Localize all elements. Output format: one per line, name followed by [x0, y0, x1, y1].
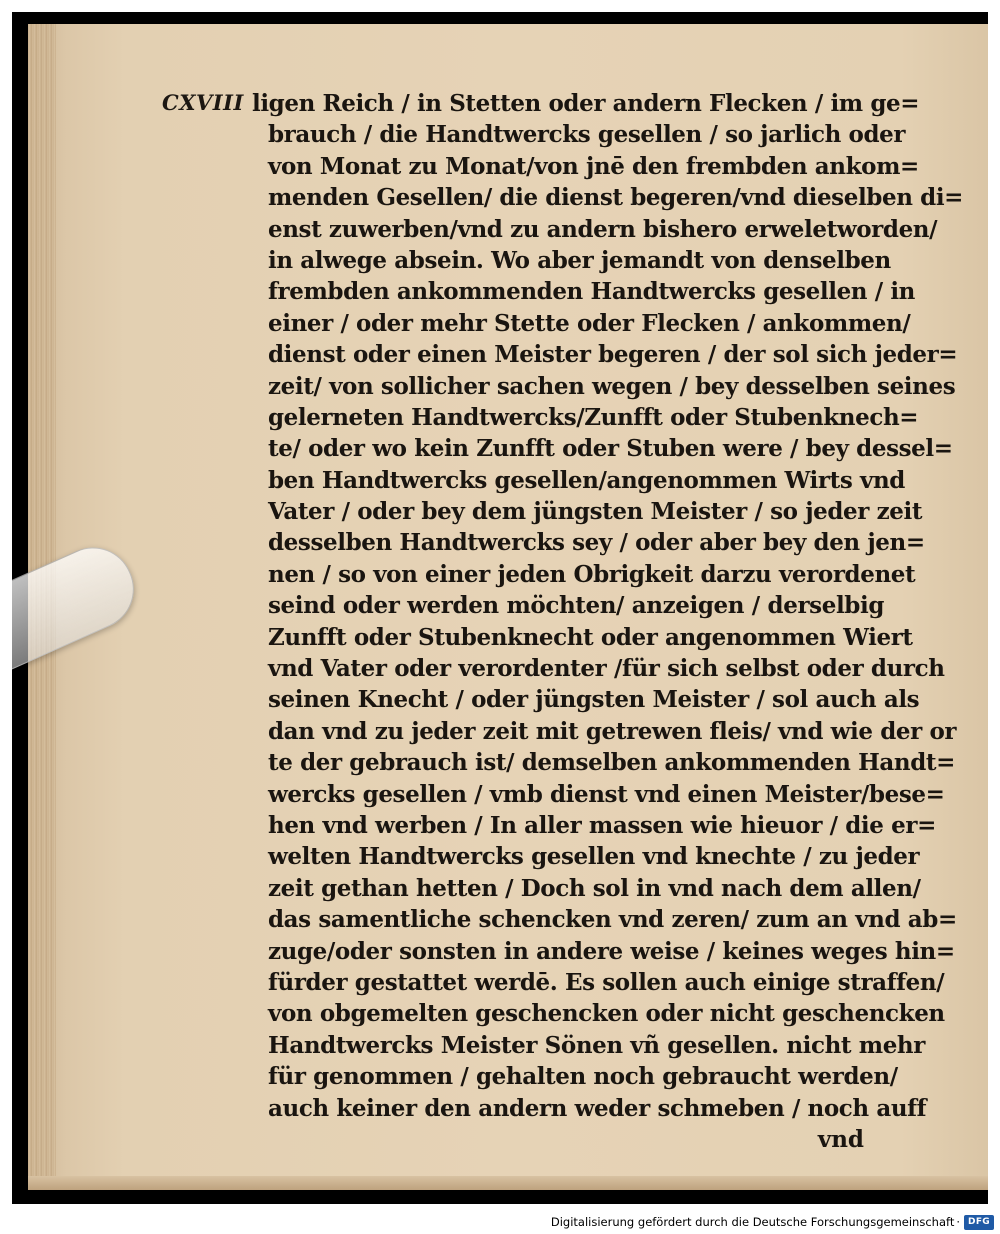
text-line: von obgemelten geschencken oder nicht geschencken	[268, 1000, 945, 1028]
footer-separator: ·	[956, 1215, 960, 1229]
text-line: vnd Vater oder verordenter /für sich selbst oder durch	[268, 655, 945, 683]
text-line: te der gebrauch ist/ demselben ankommenden Handt=	[268, 749, 956, 777]
text-line: einer / oder mehr Stette oder Flecken / ankommen/	[268, 309, 911, 337]
text-line: das samentliche schencken vnd zeren/ zum an vnd ab=	[268, 906, 957, 934]
text-line: hen vnd werben / In aller massen wie hieuor / die er=	[268, 811, 936, 839]
body-text	[252, 88, 964, 1155]
text-line: wercks gesellen / vmb dienst vnd einen Meister/bese=	[268, 780, 945, 808]
text-line: Vater / oder bey dem jüngsten Meister / so jeder zeit	[268, 498, 923, 526]
text-line: auch keiner den andern weder schmeben / noch auff	[268, 1094, 927, 1122]
text-line: welten Handtwercks gesellen vnd knechte / zu jeder	[268, 843, 920, 871]
text-line: für genommen / gehalten noch gebraucht werden/	[268, 1063, 898, 1091]
page-bottom-edge	[28, 1176, 988, 1190]
text-line: ligen Reich / in Stetten oder andern Flecken / im ge=	[252, 90, 920, 117]
text-line: frembden ankommenden Handtwercks gesellen / in	[268, 278, 915, 306]
text-line: nen / so von einer jeden Obrigkeit darzu verordenet	[268, 560, 916, 588]
text-line: von Monat zu Monat/von jnē den frembden ankom=	[268, 152, 919, 180]
catchword: vnd	[817, 1125, 864, 1153]
text-line: enst zuwerben/vnd zu andern bishero erweletworden/	[268, 215, 938, 243]
dfg-logo-icon: DFG	[964, 1215, 994, 1230]
text-line: dan vnd zu jeder zeit mit getrewen fleis/ vnd wie der or	[268, 717, 957, 745]
text-line: dienst oder einen Meister begeren / der sol sich jeder=	[268, 341, 958, 369]
text-line: seind oder werden möchten/ anzeigen / derselbig	[268, 592, 884, 620]
folio-number: CXVIII	[162, 90, 244, 115]
text-line: gelerneten Handtwercks/Zunfft oder Stubenknech=	[268, 403, 919, 431]
footer-bar	[0, 1212, 1000, 1234]
catchword-row	[252, 1124, 884, 1155]
text-line: in alwege absein. Wo aber jemandt von denselben	[268, 246, 891, 274]
text-line: zuge/oder sonsten in andere weise / keines weges hin=	[268, 937, 955, 965]
text-line: brauch / die Handtwercks gesellen / so jarlich oder	[268, 121, 906, 149]
text-line: seinen Knecht / oder jüngsten Meister / sol auch als	[268, 686, 920, 714]
scan-frame	[12, 12, 988, 1204]
text-line: Zunfft oder Stubenknecht oder angenommen Wiert	[268, 623, 913, 651]
text-line: menden Gesellen/ die dienst begeren/vnd dieselben di=	[268, 184, 964, 212]
text-line: zeit/ von sollicher sachen wegen / bey desselben seines	[268, 372, 956, 400]
text-line: fürder gestattet werdē. Es sollen auch einige straffen/	[268, 968, 945, 996]
funding-notice-text: Digitalisierung gefördert durch die Deutsche Forschungsgemeinschaft	[550, 1215, 955, 1229]
funding-notice	[551, 1215, 960, 1229]
text-line: Handtwercks Meister Sönen vñ gesellen. nicht mehr	[268, 1031, 925, 1059]
book-page	[28, 24, 988, 1190]
text-line: desselben Handtwercks sey / oder aber bey den jen=	[268, 529, 925, 557]
text-line: ben Handtwercks gesellen/angenommen Wirts vnd	[268, 466, 905, 494]
text-line: te/ oder wo kein Zunfft oder Stuben were / bey dessel=	[268, 435, 953, 463]
text-line: zeit gethan hetten / Doch sol in vnd nach dem allen/	[268, 874, 921, 902]
